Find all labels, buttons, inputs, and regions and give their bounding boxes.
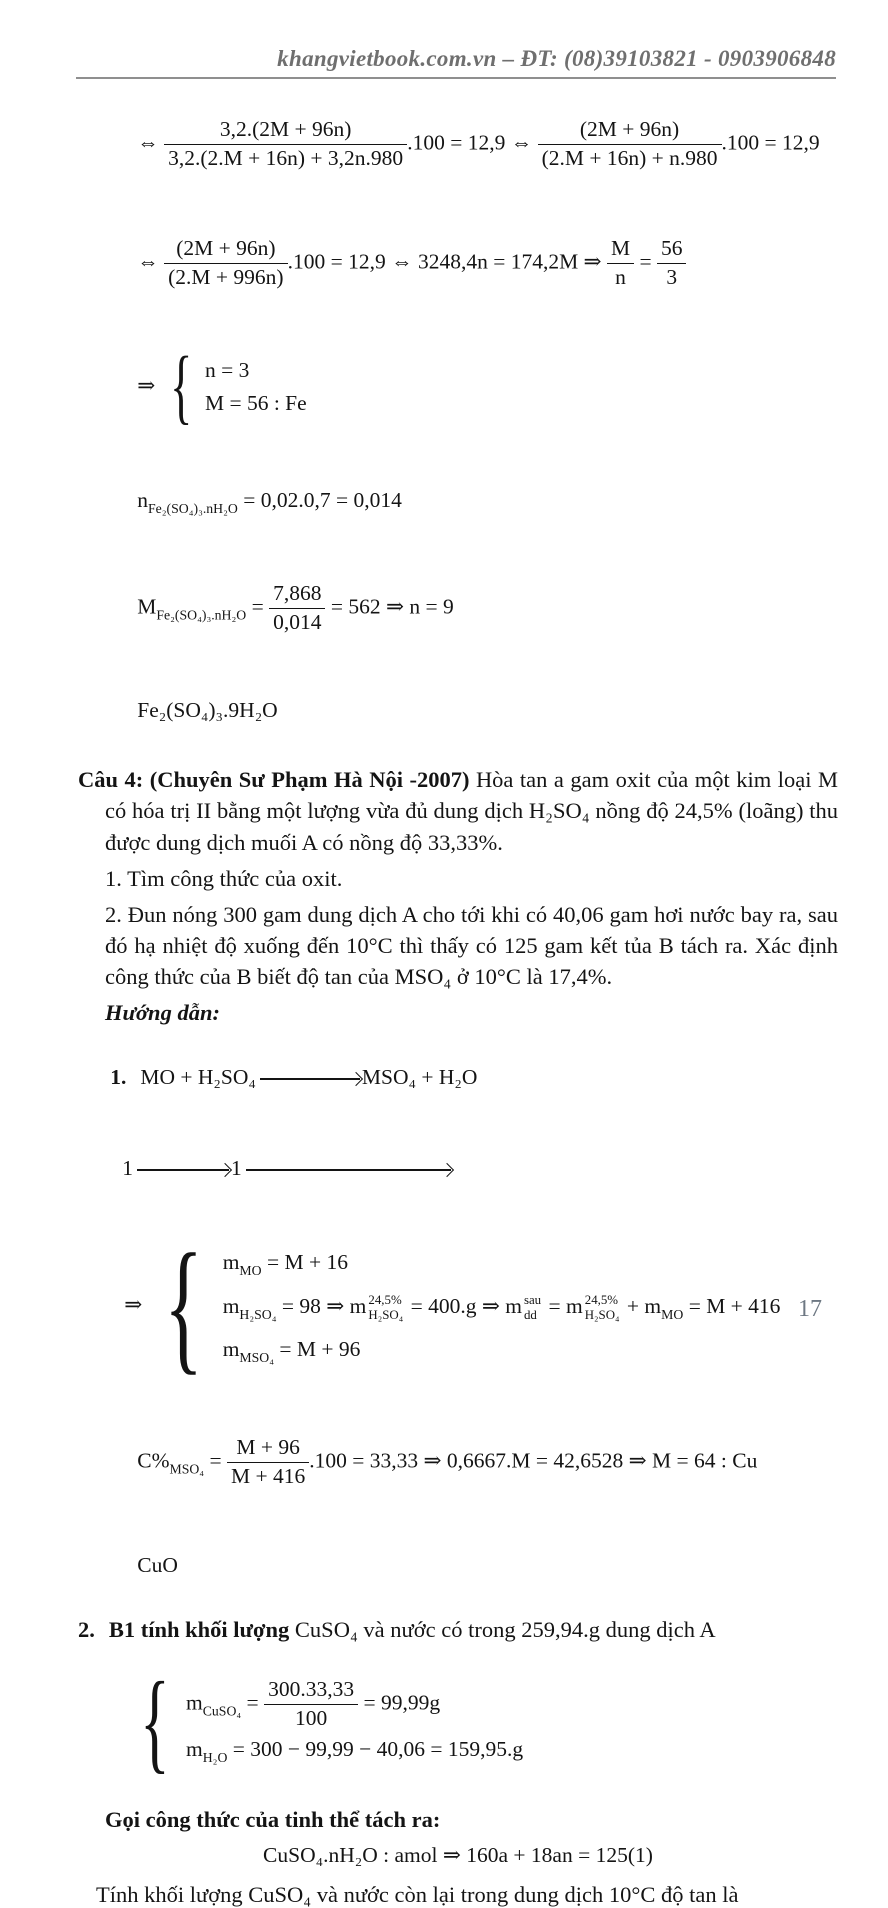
system-row <box>223 1241 348 1285</box>
math-text: m <box>644 1293 662 1318</box>
math-text: = 98 ⇒ <box>276 1293 350 1318</box>
subscript: H₂O <box>202 1749 228 1765</box>
math-text: = 99,99g <box>358 1690 441 1715</box>
math-text: .100 = 33,33 ⇒ 0,6667.M = 42,6528 ⇒ M = 64 : Cu <box>309 1448 758 1473</box>
subscript: Fe₂(SO₄)₃.nH₂O <box>148 501 238 517</box>
math-text: m <box>505 1293 522 1318</box>
fraction <box>607 235 634 292</box>
math-text: n <box>137 488 148 513</box>
math-text: = <box>634 249 657 274</box>
fraction-denominator: (2.M + 16n) + n.980 <box>538 144 722 173</box>
math-text: = M + 16 <box>261 1249 348 1274</box>
math-text: m <box>186 1690 203 1715</box>
problem-item-2: 2. Đun nóng 300 gam dung dịch A cho tới khi có 40,06 gam hơi nước bay ra, sau đó hạ nhiệt độ xuống đến 10°C thì thấy có 125 gam kết tủa B tách ra. Xác định công thức của B biết độ tan của MSO₄ ở 10°C là 17,4%. <box>105 901 838 989</box>
implies-symbol: ⇒ <box>124 1292 148 1317</box>
math-text: Fe₂(SO₄)₃.9H₂O <box>137 698 278 723</box>
superscript: sau <box>523 1292 542 1307</box>
iff-symbol: ⇔ <box>137 130 165 155</box>
equation-line-a6 <box>105 673 838 748</box>
result-formula <box>105 1528 838 1603</box>
fraction-numerator: 7,868 <box>273 580 322 605</box>
problem-label: Câu 4: <box>78 767 150 793</box>
ratio-arrow-icon <box>137 1169 229 1171</box>
fraction-denominator: n <box>607 263 634 292</box>
math-text: = 300 − 99,99 − 40,06 = 159,95.g <box>227 1736 524 1761</box>
fraction <box>264 1676 358 1733</box>
problem-text: Hòa tan a gam oxit của một kim loại M có hóa trị II bằng một lượng vừa đủ dung dịch H₂SO₄ nồng độ 24,5% (loãng) thu được dung dịch muối A có nồng độ 33,33%. <box>105 767 838 855</box>
supsub <box>585 1293 620 1323</box>
system-row <box>223 1328 361 1372</box>
equation-system: { n = 3 M = 56 : Fe <box>169 340 307 434</box>
problem-source: (Chuyên Sư Phạm Hà Nội -2007) <box>149 767 476 793</box>
math-text: .100 = 12,9 <box>407 130 511 155</box>
fraction-numerator: M <box>610 235 631 260</box>
mole-ratio-line <box>90 1131 838 1206</box>
supsub <box>368 1293 403 1323</box>
iff-symbol: ⇔ <box>137 249 165 274</box>
step-number: 2. <box>78 1616 95 1642</box>
math-text: m <box>222 1293 240 1318</box>
fraction-numerator: 56 <box>660 235 683 260</box>
subscript: MO <box>661 1306 684 1322</box>
math-text: + <box>621 1293 645 1318</box>
fraction <box>164 235 287 292</box>
fraction-numerator: (2M + 96n) <box>176 235 276 260</box>
math-text: = 0,02.0,7 = 0,014 <box>237 488 402 513</box>
page-number: 17 <box>798 1296 822 1322</box>
equation-line-a5 <box>105 555 838 662</box>
step-number: 1. <box>110 1064 127 1089</box>
system-row: n = 3 <box>204 357 250 382</box>
math-text: C% <box>137 1448 170 1473</box>
system-row <box>223 1285 781 1329</box>
math-text: m <box>186 1736 203 1761</box>
subscript: H₂SO₄ <box>584 1307 620 1322</box>
subscript: Fe₂(SO₄)₃.nH₂O <box>156 607 247 623</box>
system-rows <box>205 354 307 421</box>
reaction-right: MSO₄ + H₂O <box>361 1064 478 1089</box>
math-text: = <box>543 1293 567 1318</box>
math-text: = M + 416 <box>683 1293 781 1318</box>
equation-system-mass <box>92 1216 838 1397</box>
math-text: = <box>204 1448 227 1473</box>
math-text: = 562 ⇒ n = 9 <box>325 593 454 618</box>
subscript: dd <box>523 1307 537 1322</box>
concentration-equation <box>105 1409 838 1516</box>
subscript: MSO₄ <box>239 1350 275 1366</box>
problem-statement <box>78 764 838 857</box>
math-text: .100 = 12,9 ⇔ 3248,4n = 174,2M ⇒ <box>287 249 607 274</box>
reaction-equation <box>78 1040 838 1115</box>
book-page <box>0 46 888 1908</box>
page-header: khangvietbook.com.vn – ĐT: (08)39103821 - 0903906848 <box>277 46 836 71</box>
step2-bold: B1 tính khối lượng <box>108 1616 295 1642</box>
math-text: = <box>241 1690 265 1715</box>
fraction-numerator: 300.33,33 <box>268 1676 355 1701</box>
crystal-heading: Gọi công thức của tinh thể tách ra: <box>105 1807 441 1833</box>
math-text: M <box>137 593 157 618</box>
page-content <box>0 91 888 1908</box>
subscript: MSO₄ <box>169 1461 205 1477</box>
math-text: = 400.g ⇒ <box>405 1293 506 1318</box>
closing-text: Tính khối lượng CuSO₄ và nước còn lại trong dung dịch 10°C độ tan là <box>96 1882 739 1908</box>
guide-heading: Hướng dẫn: <box>105 999 220 1025</box>
header-divider <box>76 77 836 79</box>
fraction-numerator: (2M + 96n) <box>579 117 680 141</box>
ratio-arrow-icon <box>246 1169 451 1171</box>
supsub <box>524 1293 541 1323</box>
math-text: .100 = 12,9 <box>721 130 820 155</box>
iff-symbol: ⇔ <box>510 130 538 155</box>
equation-system: { $m_{MO} = M + 16$ $m_{H_2SO_4} = 98$ ⇒ m 24,5% H₂SO₄ = 400.g ⇒ m sau dd = m 24,5% H₂SO₄ + $m_{MO} = M + 416$ $m_{MSO_4} = M + 96$ <box>163 1224 781 1389</box>
math-text: m <box>566 1293 583 1318</box>
fraction-denominator: 100 <box>264 1704 358 1733</box>
superscript: 24,5% <box>368 1292 402 1307</box>
fraction <box>227 1434 309 1491</box>
equation-line-a4 <box>105 463 838 542</box>
fraction <box>269 580 325 637</box>
equation-line-a1 <box>105 91 838 198</box>
ratio-value: 1 <box>231 1155 242 1180</box>
fraction-denominator: (2.M + 996n) <box>164 263 287 292</box>
math-text: m <box>222 1249 240 1274</box>
reaction-arrow-icon <box>260 1078 360 1080</box>
system-row <box>186 1676 440 1733</box>
fraction-denominator: 0,014 <box>269 608 325 637</box>
system-rows <box>223 1241 781 1372</box>
system-row <box>186 1733 523 1769</box>
math-text: = <box>246 593 270 618</box>
subscript: H₂SO₄ <box>368 1307 404 1322</box>
math-text: = M + 96 <box>274 1337 361 1362</box>
math-text: m <box>349 1293 367 1318</box>
fraction-denominator: 3,2.(2.M + 16n) + 3,2n.980 <box>164 144 407 173</box>
equation-system-a3 <box>105 329 838 446</box>
system-rows <box>186 1676 523 1768</box>
equation-system: { $m_{CuSO_4}$ = $\frac{300.33,33}{100}$ = 99,99g $m_{H_2O} = 300 - 99,99 - 40,06 = 159,95.g$ <box>140 1660 524 1785</box>
fraction <box>657 235 687 292</box>
equation-line-a2 <box>105 210 838 317</box>
subscript: H₂SO₄ <box>239 1306 277 1322</box>
math-text: m <box>222 1337 240 1362</box>
problem-item-1: 1. Tìm công thức của oxit. <box>105 865 343 891</box>
equation-system-cuso4 <box>96 1651 838 1793</box>
crystal-equation: CuSO₄.nH₂O : amol ⇒ 160a + 18an = 125(1) <box>263 1843 653 1868</box>
subscript: MO <box>239 1263 262 1278</box>
fraction-denominator: M + 416 <box>227 1462 309 1491</box>
fraction <box>164 116 407 173</box>
math-text: CuO <box>137 1552 178 1577</box>
step2-text: CuSO₄ và nước có trong 259,94.g dung dịch A <box>294 1616 716 1642</box>
fraction-denominator: 3 <box>657 263 687 292</box>
subscript: CuSO₄ <box>202 1703 242 1719</box>
fraction-numerator: 3,2.(2M + 96n) <box>219 117 352 141</box>
implies-symbol: ⇒ <box>137 373 161 397</box>
superscript: 24,5% <box>584 1292 619 1307</box>
step2-heading <box>78 1617 838 1643</box>
fraction-numerator: M + 96 <box>236 1434 300 1459</box>
reaction-left: MO + H₂SO₄ <box>140 1064 256 1089</box>
system-row: M = 56 : Fe <box>204 391 307 416</box>
fraction <box>538 116 722 173</box>
ratio-value: 1 <box>122 1155 133 1180</box>
